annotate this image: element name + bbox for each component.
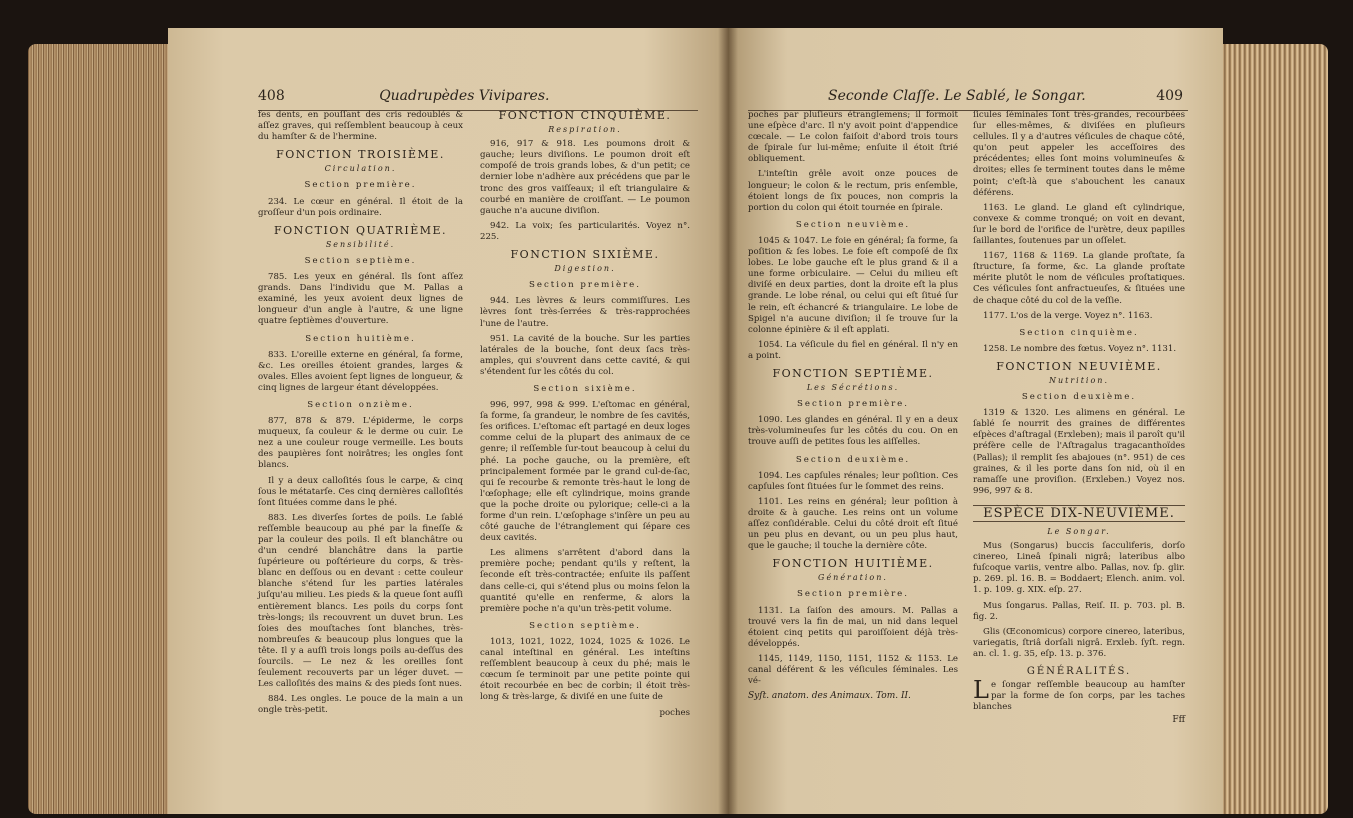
function-heading: FONCTION CINQUIÈME. [498,109,672,122]
paragraph: 833. L'oreille externe en général, ſa forme, &c. Les oreilles étoient grandes, larges & ovales. Elles avoient ſept lignes de longueur, & cinq lignes de largeur étant développées. [258,349,463,393]
function-heading: FONCTION SIXIÈME. [510,248,660,262]
book-gutter [718,28,738,814]
section-heading: Section huitième. [305,333,416,344]
section-heading: Section deuxième. [1021,392,1137,403]
signature-line: Syſt. anatom. des Animaux. Tom. II. [748,691,911,702]
paragraph: 1131. La ſaiſon des amours. M. Pallas a trouvé vers la fin de mai, un nid dans lequel étoient cinq petits qui paroiſſoient déjà très-développés. [748,605,958,649]
section-heading: Section cinquième. [1019,327,1139,338]
paragraph: 877, 878 & 879. L'épiderme, le corps muqueux, ſa couleur & le derme ou cuir. Le nez a une couleur rouge vermeille. Les bouts des paupières ſont noirâtres; les ongles ſont blancs. [258,416,463,471]
right-column-2 [973,110,1185,727]
section-heading: Section première. [796,589,910,600]
section-heading: Section première. [304,180,417,191]
left-page [168,28,728,814]
function-subheading: Nutrition. [1048,375,1110,385]
left-page-number: 408 [258,88,285,104]
right-page-edges [1208,44,1328,814]
function-subheading: Génération. [818,573,888,583]
function-heading: FONCTION NEUVIÈME. [996,359,1162,373]
section-heading: Section septième. [529,620,641,631]
function-subheading: Respiration. [548,125,622,135]
paragraph: 1013, 1021, 1022, 1024, 1025 & 1026. Le canal inteſtinal en général. Les inteſtins reſſemblent beaucoup à ceux du phé; mais le cœcum ſe terminoit par une petite pointe qui étoit recourbée en bec de corbin; il étoit très-long & très-large, & diviſé en une ſuite de [480,636,690,703]
paragraph: 884. Les ongles. Le pouce de la main a un ongle très-petit. [258,694,463,716]
function-heading: FONCTION TROISIÈME. [276,148,445,162]
paragraph: 234. Le cœur en général. Il étoit de la groſſeur d'un pois ordinaire. [258,196,463,218]
generalities-text: e ſongar reſſemble beaucoup au hamſter par la forme de ſon corps, par les taches blanches [973,680,1185,713]
paragraph: 1090. Les glandes en général. Il y en a deux très-volumineuſes ſur les côtés du cou. On en trouve auſſi de petites ſous les aiſſelles. [748,415,958,448]
generalities-heading: GÉNÉRALITÉS. [1026,666,1132,678]
paragraph: 1258. Le nombre des fœtus. Voyez n°. 1131. [983,343,1177,354]
right-page-number: 409 [1156,88,1183,104]
paragraph: L'inteſtin grêle avoit onze pouces de longueur; le colon & le rectum, pris enſemble, étoient longs de ſix pouces, non compris la portion du colon qui étoit tournée en ſpirale. [748,169,958,213]
function-subheading: Circulation. [324,164,397,174]
function-heading: FONCTION QUATRIÈME. [273,223,448,237]
paragraph: 1167, 1168 & 1169. La glande proſtate, ſa ſtructure, ſa forme, &c. La glande proſtate mérite plutôt le nom de véſicules proſtatiques. Ces véſicules ſont anfractueuſes, & ſituées une de chaque côté du col de la veſſie. [973,251,1185,306]
left-column-2 [480,110,690,719]
drop-cap: L [973,676,989,705]
function-heading: FONCTION HUITIÈME. [772,557,934,571]
right-running-title: Seconde Claſſe. Le Sablé, le Songar. [828,88,1086,104]
paragraph [973,676,1185,713]
function-subheading: Digestion. [554,264,616,274]
paragraph: 1163. Le gland. Le gland eſt cylindrique, convexe & comme tronqué; on voit en devant, ſur le bord de l'orifice de l'urètre, deux papilles ſaillantes, ſoutenues par un oſſelet. [973,202,1185,247]
synonymy-paragraph: Glis (Œconomicus) corpore cinereo, lateribus, variegatis, ſtriâ dorſali nigrâ. Erxleb. ſyſt. regn. an. cl. 1. g. 35, eſp. 13. p. 376. [973,626,1185,659]
section-heading: Section deuxième. [795,454,911,465]
paragraph: 1045 & 1047. Le foie en général; ſa forme, ſa poſition & ſes lobes. Le foie eſt compoſé de ſix lobes. Le lobe gauche eſt le plus grand & il a une forme orbiculaire. — Celui du milieu eſt diviſé en deux parties, dont la droite eſt la plus grande. Le lobe rénal, ou celui qui eſt ſitué ſur le rein, eſt échancré & triangulaire. Le lobe de Spigel n'a aucune diviſion; il ſe trouve ſur la colonne épinière & il eſt applati. [748,235,958,335]
paragraph: 785. Les yeux en général. Ils ſont aſſez grands. Dans l'individu que M. Pallas a examiné, les yeux avoient deux lignes de longueur d'un angle à l'autre, & une ligne quatre ſeptièmes d'ouverture. [258,272,463,327]
signature-mark: Fff [1172,715,1185,726]
synonymy-paragraph: Mus ſongarus. Pallas, Reiſ. II. p. 703. pl. B. fig. 2. [973,600,1185,622]
paragraph: 951. La cavité de la bouche. Sur les parties latérales de la bouche, ſont deux ſacs très-amples, qui s'ouvrent dans cette cavité, & qui s'étendent ſur les côtés du col. [480,333,690,377]
paragraph: 1319 & 1320. Les alimens en général. Le ſablé ſe nourrit des graines de différentes eſpèces d'aſtragal (Erxleben); mais il paroît qu'il préfère celle de l'Aſtragalus tragacanthoïdes (Pallas); il remplit ſes abajoues (n°. 951) de ces graines, & il les porte dans ſon nid, où il en ramaſſe une proviſion. (Erxleben.) Voyez nos. 996, 997 & 8. [973,408,1185,496]
paragraph: 944. Les lèvres & leurs commiſſures. Les lèvres ſont très-ſerrées & très-rapprochées l'une de l'autre. [480,296,690,329]
species-heading: ESPÈCE DIX-NEUVIÈME. [973,505,1185,522]
synonymy-paragraph: Mus (Songarus) buccis ſacculiferis, dorſo cinereo, Lineâ ſpinali nigrâ; lateribus albo fuſcoque variis, ventre albo. Pallas, nov. ſp. glir. p. 269. pl. 16. B. = Boddaert; Elench. anim. vol. 1. p. 109. g. XIX. eſp. 27. [973,541,1185,596]
paragraph: 942. La voix; ſes particularités. Voyez n°. 225. [480,220,690,242]
left-running-title: Quadrupèdes Vivipares. [379,88,550,104]
paragraph: 1101. Les reins en général; leur poſition à droite & à gauche. Les reins ont un volume aſſez conſidérable. Celui du côté droit eſt ſitué un peu plus en devant, ou un peu plus haut, que le gauche; il touche la dernière côte. [748,496,958,552]
function-subheading: Sensibilité. [325,239,396,249]
species-subheading: Le Songar. [1047,527,1111,536]
catchword: poches [659,707,690,718]
right-running-head [828,88,1183,104]
paragraph: 883. Les diverſes ſortes de poils. Le ſablé reſſemble beaucoup au phé par la fineſſe & par la couleur des poils. Il eſt blanchâtre ou d'un cendré blanchâtre dans la partie ſupérieure ou poſtérieure du corps, & très-blanc en deſſous ou en devant : cette couleur blanche s'étend ſur les parties latérales juſqu'au milieu. Les pieds & la queue ſont auſſi entièrement blancs. Les poils du corps ſont très-longs; ils recouvrent un duvet brun. Les ſoies des mouſtaches ſont blanches, très-nombreuſes & beaucoup plus longues que la tête. Il y a auſſi trois longs poils au-deſſus des ſourcils. — Le nez & les oreilles ſont ſeulement recouverts par un léger duvet. — Les calloſités des mains & des pieds ſont nues. [258,512,463,690]
paragraph: ſicules ſéminales ſont très-grandes, recourbées ſur elles-mêmes, & diviſées en pluſieurs cellules. Il y a d'autres véſicules de chaque côté, qu'on peut appeler les acceſſoires des précédentes; elles ſont moins volumineuſes & droites; elles ſe terminent toutes dans le même point; c'eſt-là que s'abouchent les canaux déférens. [973,110,1185,198]
paragraph: 1054. La véſicule du fiel en général. Il n'y en a point. [748,339,958,361]
left-running-head [258,88,688,104]
function-heading: FONCTION SEPTIÈME. [772,366,934,380]
paragraph: 996, 997, 998 & 999. L'eſtomac en général, ſa forme, ſa grandeur, le nombre de ſes cavités, ſes orifices. L'eſtomac eſt partagé en deux loges comme celui de la plupart des animaux de ce genre; il reſſemble ſur-tout beaucoup à celui du phé. La poche gauche, ou la première, eſt principalement formée par le grand cul-de-ſac, qui ſe recourbe & remonte très-haut le long de l'œſophage; elle eſt cylindrique, moins grande que la poche droite ou pylorique; celle-ci a la forme d'un rein. L'œſophage s'inſère un peu au côté gauche de l'étranglement qui ſépare ces deux cavités. [480,400,690,544]
paragraph: 1094. Les capſules rénales; leur poſition. Ces capſules ſont ſituées ſur le ſommet des reins. [748,470,958,492]
section-heading: Section première. [796,399,910,410]
left-page-edges [28,44,178,814]
right-page [728,28,1223,814]
book-spread [28,14,1328,814]
paragraph: 1145, 1149, 1150, 1151, 1152 & 1153. Le canal déférent & les véſicules ſéminales. Les vé- [748,653,958,687]
paragraph: 1177. L'os de la verge. Voyez n°. 1163. [983,310,1153,321]
section-heading: Section onzième. [307,399,414,410]
paragraph: 916, 917 & 918. Les poumons droit & gauche; leurs diviſions. Le poumon droit eſt compoſé de trois grands lobes, & d'un petit; ce dernier lobe n'adhère aux précédens que par le tronc des gros vaiſſeaux; il eſt triangulaire & courbé en manière de croiſſant. — Le poumon gauche n'a aucune diviſion. [480,139,690,216]
paragraph: poches par pluſieurs étranglemens; il formoit une eſpèce d'arc. Il n'y avoit point d'appendice cœcale. — Le colon faiſoit d'abord trois tours de ſpirale ſur lui-même; enſuite il étoit ſtrié obliquement. [748,110,958,165]
paragraph: Les alimens s'arrêtent d'abord dans la première poche; pendant qu'ils y reſtent, la ſeconde eſt très-contractée; enſuite ils paſſent dans celle-ci, qui s'étend plus ou moins ſelon la quantité qu'elle en renferme, & alors la première poche n'a qu'un très-petit volume. [480,548,690,614]
section-heading: Section sixième. [533,383,637,394]
function-subheading: Les Sécrétions. [806,383,900,393]
section-heading: Section première. [528,280,642,291]
paragraph: fes dents, en pouſſant des cris redoublés & aſſez graves, qui reſſemblent beaucoup à ceux du hamſter & de l'hermine. [258,110,463,143]
paragraph: Il y a deux calloſités ſous le carpe, & cinq ſous le métatarſe. Ces cinq dernières calloſités ſont ſituées comme dans le phé. [258,475,463,508]
right-column-1 [748,110,958,702]
left-column-1 [258,110,463,721]
section-heading: Section neuvième. [795,219,911,230]
section-heading: Section septième. [304,255,417,266]
